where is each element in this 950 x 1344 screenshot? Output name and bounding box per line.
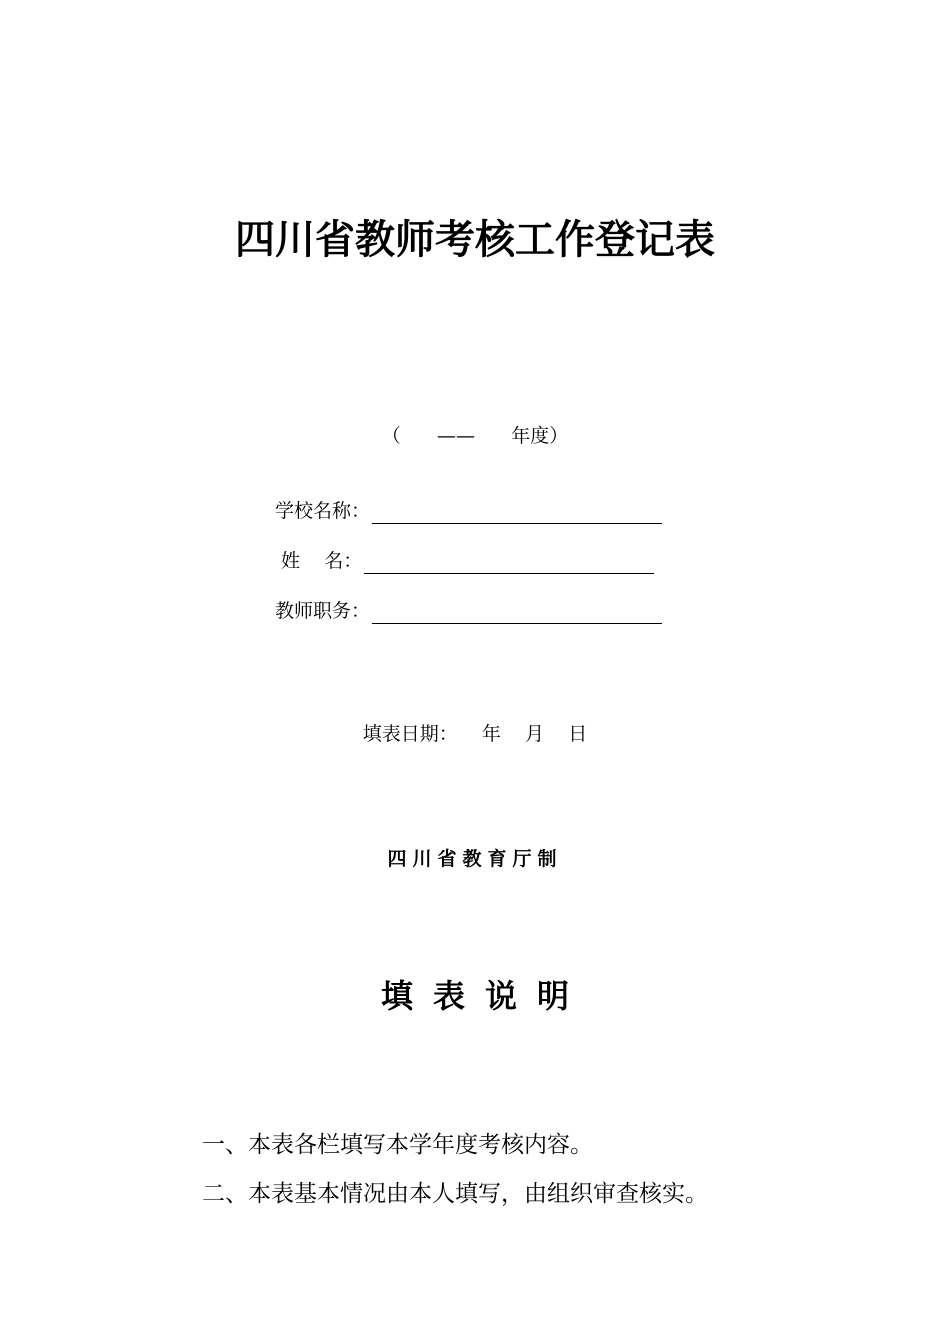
instruction-item: 二、本表基本情况由本人填写，由组织审查核实。 xyxy=(202,1181,708,1207)
fill-date-line: 填表日期： 年 月 日 xyxy=(362,723,588,745)
teacher-position-label: 教师职务： xyxy=(275,600,371,622)
school-name-blank[interactable] xyxy=(372,501,662,524)
teacher-position-blank[interactable] xyxy=(372,601,662,624)
instruction-item: 一、本表各栏填写本学年度考核内容。 xyxy=(202,1132,593,1158)
academic-year-line: （ —— 年度） xyxy=(381,425,569,447)
issuer-line: 四川省教育厅制 xyxy=(387,848,563,870)
form-title: 四川省教师考核工作登记表 xyxy=(235,217,715,263)
school-name-field xyxy=(275,494,662,524)
teacher-name-label: 姓 名： xyxy=(275,550,363,572)
teacher-name-field xyxy=(275,544,654,574)
teacher-name-blank[interactable] xyxy=(364,551,654,574)
instructions-title: 填表说明 xyxy=(380,977,589,1015)
teacher-position-field xyxy=(275,594,662,624)
school-name-label: 学校名称： xyxy=(275,500,371,522)
